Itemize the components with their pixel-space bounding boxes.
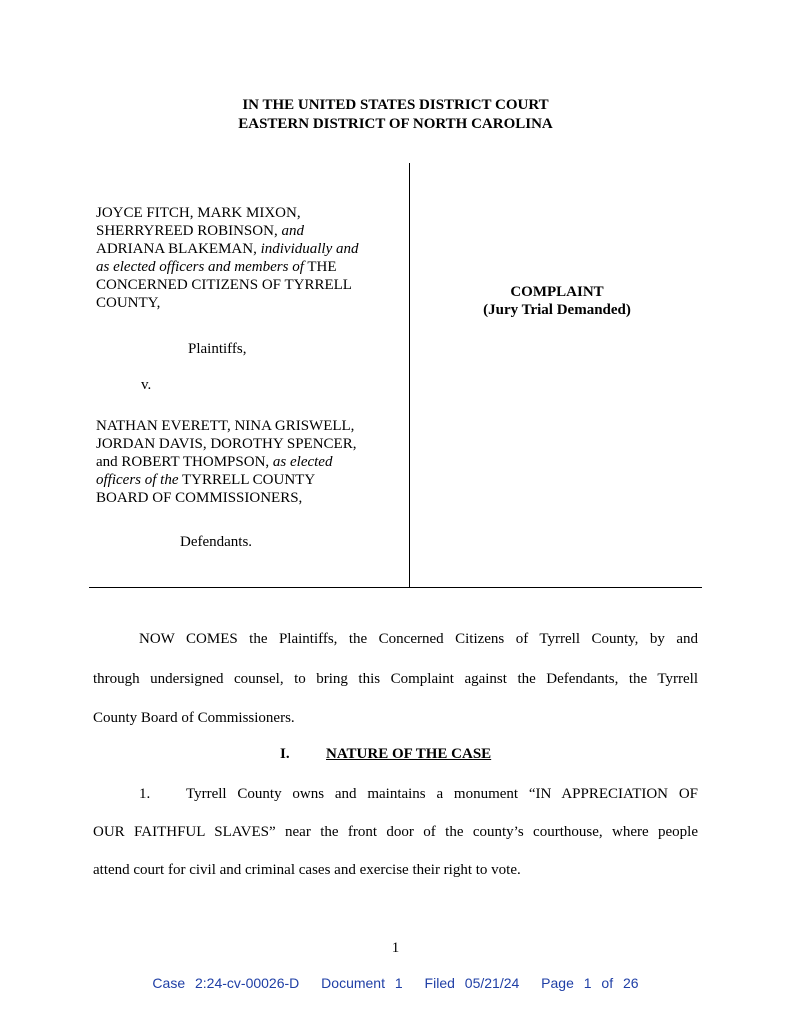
plaintiffs-line: JOYCE FITCH, MARK MIXON,	[96, 205, 301, 221]
caption-vertical-divider	[409, 163, 410, 587]
section-title: NATURE OF THE CASE	[326, 746, 492, 762]
footer-page: Page 1 of 26	[541, 975, 639, 991]
intro-line-1: NOW COMES the Plaintiffs, the Concerned Citizens of Tyrrell County, by and	[139, 631, 698, 647]
plaintiffs-line: as elected officers and members of THE	[96, 259, 337, 275]
defendants-line: officers of the TYRRELL COUNTY	[96, 472, 316, 488]
paragraph-1-line-1: Tyrrell County owns and maintains a monument “IN APPRECIATION OF	[186, 786, 698, 802]
defendants-line: and ROBERT THOMPSON, as elected	[96, 454, 333, 470]
footer-case-number: Case 2:24-cv-00026-D	[152, 975, 300, 991]
section-number: I.	[280, 746, 290, 762]
intro-line-2: through undersigned counsel, to bring this Complaint against the Defendants, the Tyrrell	[93, 671, 698, 687]
footer-document: Document 1	[321, 975, 403, 991]
jury-trial-subtitle: (Jury Trial Demanded)	[483, 302, 631, 318]
plaintiffs-line: ADRIANA BLAKEMAN, individually and	[96, 241, 359, 257]
plaintiffs-line: CONCERNED CITIZENS OF TYRRELL	[96, 277, 352, 293]
defendants-line: JORDAN DAVIS, DOROTHY SPENCER,	[96, 436, 357, 452]
plaintiffs-block	[96, 204, 406, 312]
court-name-line1: IN THE UNITED STATES DISTRICT COURT	[242, 97, 549, 113]
plaintiffs-line: COUNTY,	[96, 295, 161, 311]
defendants-line: NATHAN EVERETT, NINA GRISWELL,	[96, 418, 355, 434]
paragraph-1-line-3: attend court for civil and criminal cases and exercise their right to vote.	[93, 862, 521, 878]
versus-label: v.	[141, 377, 152, 393]
filing-footer	[0, 975, 791, 991]
paragraph-number: 1.	[139, 786, 151, 802]
plaintiffs-line: SHERRYREED ROBINSON, and	[96, 223, 304, 239]
page-number: 1	[391, 940, 400, 956]
complaint-title: COMPLAINT	[510, 284, 604, 300]
plaintiffs-label: Plaintiffs,	[188, 341, 247, 357]
paragraph-1-line-2: OUR FAITHFUL SLAVES” near the front door of the county’s courthouse, where people	[93, 824, 698, 840]
footer-filed-date: Filed 05/21/24	[424, 975, 520, 991]
defendants-block	[96, 417, 406, 507]
defendants-label: Defendants.	[180, 534, 253, 550]
intro-line-3: County Board of Commissioners.	[93, 710, 295, 726]
court-name-line2: EASTERN DISTRICT OF NORTH CAROLINA	[238, 116, 553, 132]
defendants-line: BOARD OF COMMISSIONERS,	[96, 490, 303, 506]
caption-horizontal-divider	[89, 587, 702, 588]
